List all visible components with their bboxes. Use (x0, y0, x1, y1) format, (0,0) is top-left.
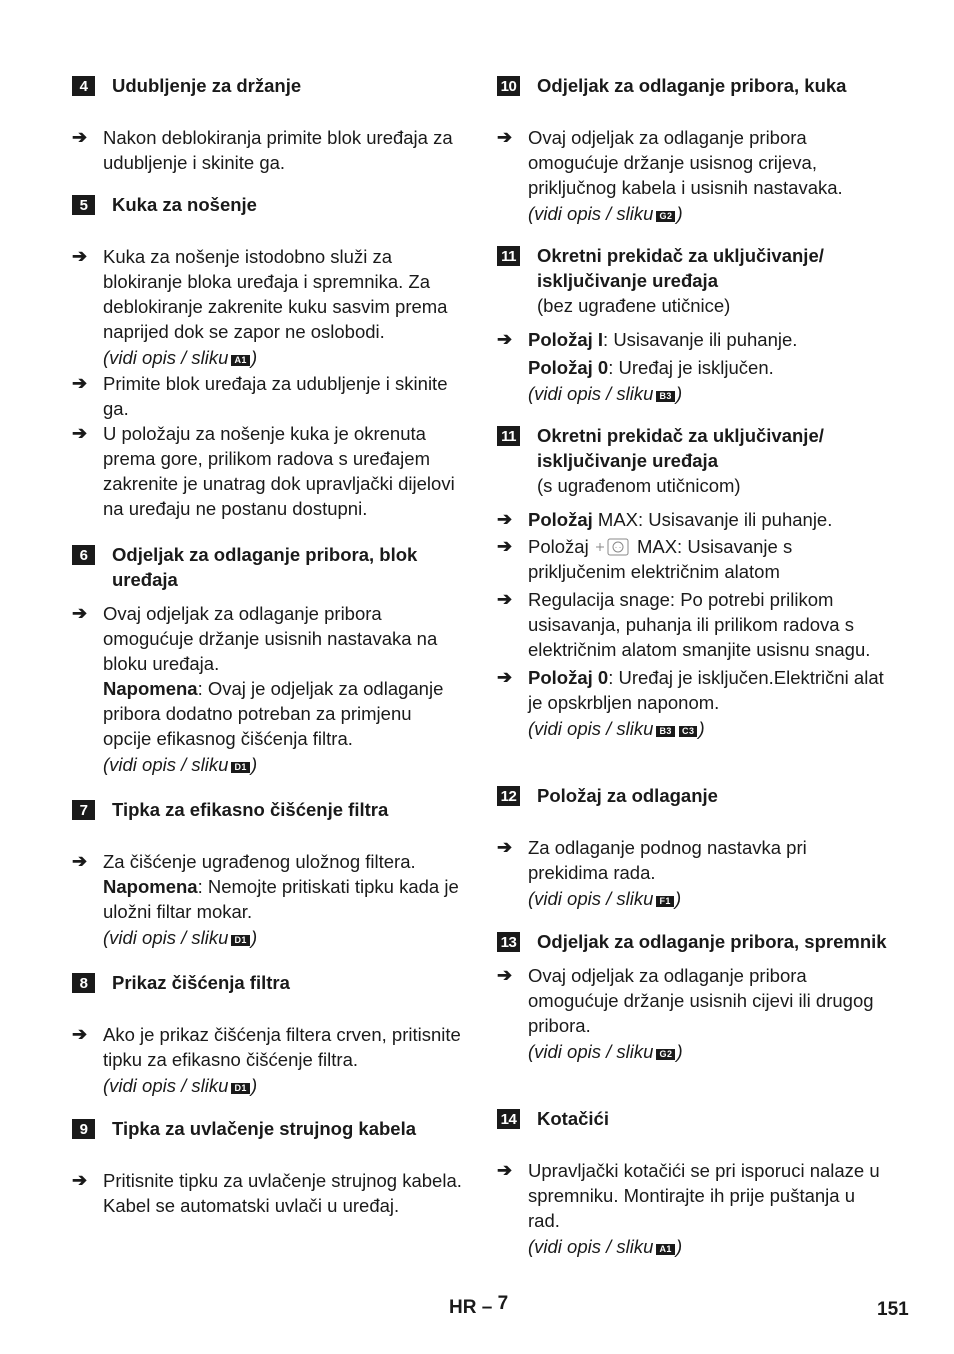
bullet-item: ➔ Za čišćenje ugrađenog uložnog filtera. (72, 851, 416, 872)
section-title: Kuka za nošenje (112, 194, 257, 215)
section-number: 6 (72, 545, 95, 565)
figure-reference: (vidi opis / sliku B3 ) (528, 383, 683, 404)
bullet-item: ➔ Primite blok uređaja za udubljenje i skinite ga. (72, 373, 448, 419)
section-subtitle: (s ugrađenom utičnicom) (537, 475, 741, 496)
section-title: Okretni prekidač za uključivanje/ isključivanje uređaja (537, 245, 824, 291)
section-9 (72, 1116, 462, 1218)
figure-badge: G2 (656, 1049, 675, 1060)
note-paragraph: Napomena: Nemojte pritiskati tipku kada je uložni filtar mokar. (103, 876, 459, 922)
bullet-item: ➔ Ovaj odjeljak za odlaganje pribora omogućuje držanje usisnog crijeva, priključnog kabela i usisnih nastavaka. (497, 127, 843, 198)
bullet-item: ➔ Položaj MAX: Usisavanje ili puhanje. (497, 509, 833, 530)
section-number: 11 (497, 426, 520, 446)
section-title: Prikaz čišćenja filtra (112, 972, 290, 993)
figure-badge: B3 (656, 391, 675, 402)
right-arrow-icon: ➔ (72, 127, 88, 147)
section-title: Tipka za efikasno čišćenje filtra (112, 799, 389, 820)
section-10 (497, 73, 887, 227)
figure-badge: F1 (656, 896, 674, 907)
right-arrow-icon: ➔ (72, 423, 88, 443)
bullet-item: ➔ Položaj I: Usisavanje ili puhanje. (497, 329, 798, 350)
right-arrow-icon: ➔ (497, 667, 513, 687)
figure-reference: (vidi opis / sliku D1 ) (103, 754, 258, 775)
section-title: Tipka za uvlačenje strujnog kabela (112, 1118, 416, 1139)
section-number: 14 (497, 1109, 520, 1129)
right-arrow-icon: ➔ (497, 329, 513, 349)
bullet-item: ➔ Položaj 0: Uređaj je isključen.Električni alat je opskrbljen naponom. (497, 667, 884, 713)
bullet-item: ➔ Ovaj odjeljak za odlaganje pribora omogućuje držanje usisnih cijevi ili drugog pribora. (497, 965, 874, 1036)
right-arrow-icon: ➔ (72, 373, 88, 393)
figure-reference: (vidi opis / sliku G2 ) (528, 1041, 683, 1062)
section-number: 7 (72, 800, 95, 820)
section-14 (497, 1106, 887, 1260)
bullet-item: ➔ Položaj MAX: Usisavanje s priključenim električnim alatom (497, 536, 793, 582)
figure-badge: B3 (656, 726, 675, 737)
figure-badge: G2 (656, 211, 675, 222)
section-subtitle: (bez ugrađene utičnice) (537, 295, 731, 316)
right-arrow-icon: ➔ (497, 1160, 513, 1180)
bullet-item: ➔ Upravljački kotačići se pri isporuci nalaze u spremniku. Montirajte ih prije puštanja u rad. (497, 1160, 880, 1231)
figure-reference: (vidi opis / sliku F1 ) (528, 888, 682, 909)
section-7 (72, 797, 462, 951)
bullet-item: ➔ Pritisnite tipku za uvlačenje strujnog kabela. Kabel se automatski uvlači u uređaj. (72, 1170, 462, 1216)
figure-reference: (vidi opis / sliku A1 ) (528, 1236, 683, 1257)
right-arrow-icon: ➔ (497, 536, 513, 556)
figure-reference: (vidi opis / sliku D1 ) (103, 1075, 258, 1096)
section-title: Odjeljak za odlaganje pribora, spremnik (537, 931, 887, 952)
figure-badge: D1 (231, 935, 250, 946)
right-arrow-icon: ➔ (72, 1170, 88, 1190)
figure-badge: D1 (231, 1083, 250, 1094)
page-number: 151 (877, 1299, 909, 1320)
section-title: Udubljenje za držanje (112, 75, 302, 96)
section-5 (72, 192, 462, 521)
info-paragraph: Položaj 0: Uređaj je isključen. (528, 357, 774, 378)
right-arrow-icon: ➔ (497, 837, 513, 857)
section-8 (72, 970, 462, 1099)
section-title: Položaj za odlaganje (537, 785, 718, 806)
bullet-item: ➔ Regulacija snage: Po potrebi prilikom usisavanja, puhanja ili prilikom radova s električnim alatom smanjite usisnu snagu. (497, 589, 871, 660)
figure-badge: A1 (656, 1244, 675, 1255)
figure-badge: A1 (231, 355, 250, 366)
bullet-item: ➔ U položaju za nošenje kuka je okrenuta prema gore, prilikom radova s uređajem zakrenite je unatrag dok upravljački dijelovi na uređaju ne postanu dostupni. (72, 423, 455, 519)
section-title: Kotačići (537, 1108, 609, 1129)
section-number: 5 (72, 195, 95, 215)
section-12 (497, 783, 887, 912)
section-page-label: HR – 7 (449, 1293, 509, 1318)
section-13 (497, 929, 887, 1065)
right-arrow-icon: ➔ (72, 851, 88, 871)
right-arrow-icon: ➔ (72, 603, 88, 623)
figure-reference: (vidi opis / sliku D1 ) (103, 927, 258, 948)
section-number: 11 (497, 246, 520, 266)
section-title: Okretni prekidač za uključivanje/ isključivanje uređaja (537, 425, 824, 471)
figure-badge: C3 (679, 726, 698, 737)
bullet-item: ➔ Za odlaganje podnog nastavka pri prekidima rada. (497, 837, 807, 883)
bullet-item: ➔ Ako je prikaz čišćenja filtera crven, pritisnite tipku za efikasno čišćenje filtra. (72, 1024, 461, 1070)
section-number: 4 (72, 76, 95, 96)
note-paragraph: Napomena: Ovaj je odjeljak za odlaganje pribora dodatno potreban za primjenu opcije efikasnog čišćenja filtra. (103, 678, 444, 749)
section-6 (72, 542, 462, 778)
bullet-item: ➔ Nakon deblokiranja primite blok uređaja za udubljenje i skinite ga. (72, 127, 453, 173)
right-arrow-icon: ➔ (497, 127, 513, 147)
section-11-with-socket (497, 423, 887, 742)
right-arrow-icon: ➔ (497, 965, 513, 985)
right-arrow-icon: ➔ (497, 509, 513, 529)
section-number: 12 (497, 786, 520, 806)
bullet-item: ➔ Kuka za nošenje istodobno služi za blokiranje bloka uređaja i spremnika. Za deblokiranje zakrenite kuku sasvim prema naprijed dok se zapor ne oslobodi. (72, 246, 448, 342)
right-arrow-icon: ➔ (72, 1024, 88, 1044)
section-title: Odjeljak za odlaganje pribora, blok uređaja (112, 544, 418, 590)
figure-badge: D1 (231, 762, 250, 773)
section-4 (72, 73, 462, 175)
power-socket-icon (594, 538, 632, 556)
section-number: 9 (72, 1119, 95, 1139)
figure-reference: (vidi opis / sliku A1 ) (103, 347, 258, 368)
right-arrow-icon: ➔ (72, 246, 88, 266)
bullet-item: ➔ Ovaj odjeljak za odlaganje pribora omogućuje držanje usisnih nastavaka na bloku uređaja. (72, 603, 438, 674)
figure-reference: (vidi opis / sliku G2 ) (528, 203, 683, 224)
section-number: 8 (72, 973, 95, 993)
section-11-no-socket (497, 243, 887, 407)
section-number: 10 (497, 76, 520, 96)
section-title: Odjeljak za odlaganje pribora, kuka (537, 75, 847, 96)
right-arrow-icon: ➔ (497, 589, 513, 609)
section-number: 13 (497, 932, 520, 952)
figure-reference: (vidi opis / sliku B3 C3 ) (528, 718, 705, 739)
